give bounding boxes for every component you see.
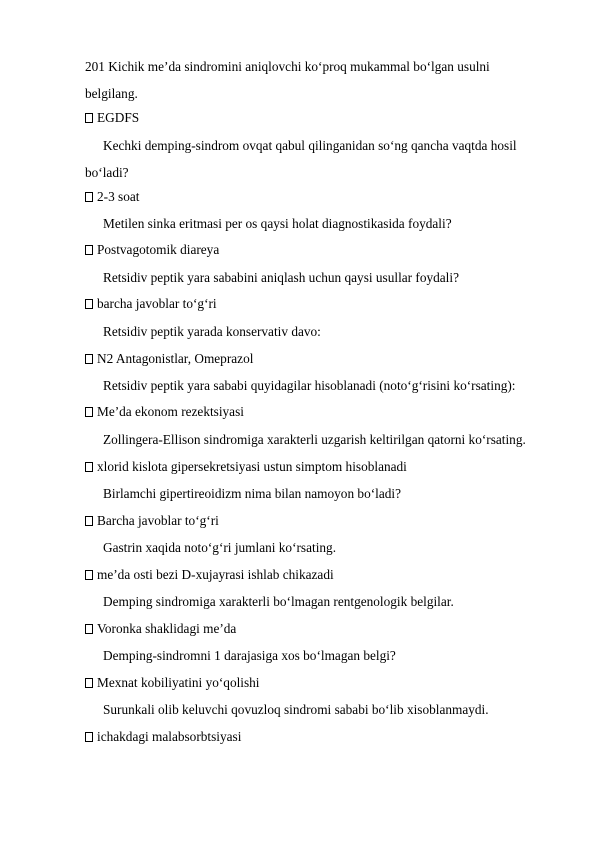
answer-text: Me’da ekonom rezektsiyasi [97, 404, 244, 419]
answer-5 [85, 345, 535, 372]
question-11: Demping-sindromni 1 darajasiga xos bo‘lmagan belgi? [103, 648, 396, 663]
answer-6 [85, 398, 535, 425]
checkbox-icon [85, 245, 93, 255]
question-4: Retsidiv peptik yara sababini aniqlash uchun qaysi usullar foydali? [103, 270, 459, 285]
answer-text: Postvagotomik diareya [97, 242, 220, 257]
checkbox-icon [85, 113, 93, 123]
answer-text: Voronka shaklidagi me’da [97, 621, 237, 636]
question-7: Zollingera-Ellison sindromiga xarakterli uzgarish keltirilgan qatorni ko‘rsating. [103, 432, 526, 447]
answer-text: barcha javoblar to‘g‘ri [97, 296, 217, 311]
checkbox-icon [85, 299, 93, 309]
answer-text: Mexnat kobiliyatini yo‘qolishi [97, 675, 260, 690]
checkbox-icon [85, 462, 93, 472]
question-8: Birlamchi gipertireoidizm nima bilan namoyon bo‘ladi? [103, 486, 401, 501]
checkbox-icon [85, 192, 93, 202]
checkbox-icon [85, 516, 93, 526]
answer-text: N2 Antagonistlar, Omeprazol [97, 351, 254, 366]
answer-text: 2-3 soat [97, 189, 140, 204]
answer-7 [85, 453, 535, 480]
answer-8 [85, 507, 535, 534]
answer-12 [85, 723, 535, 750]
checkbox-icon [85, 407, 93, 417]
question-10: Demping sindromiga xarakterli bo‘lmagan rentgenologik belgilar. [103, 594, 454, 609]
answer-4 [85, 290, 535, 317]
answer-text: xlorid kislota gipersekretsiyasi ustun simptom hisoblanadi [97, 459, 407, 474]
answer-text: EGDFS [97, 110, 140, 125]
answer-text: Barcha javoblar to‘g‘ri [97, 513, 219, 528]
question-1 [85, 53, 535, 107]
question-5: Retsidiv peptik yarada konservativ davo: [103, 324, 321, 339]
answer-10 [85, 615, 535, 642]
checkbox-icon [85, 624, 93, 634]
checkbox-icon [85, 570, 93, 580]
question-text: Kechki demping-sindrom ovqat qabul qilinganidan so‘ng qancha vaqtda hosil [103, 138, 517, 153]
answer-2 [85, 183, 535, 210]
question-3: Metilen sinka eritmasi per os qaysi holat diagnostikasida foydali? [103, 216, 452, 231]
answer-1 [85, 104, 535, 131]
checkbox-icon [85, 678, 93, 688]
question-12: Surunkali olib keluvchi qovuzloq sindromi sababi bo‘lib xisoblanmaydi. [103, 702, 489, 717]
question-text-cont: bo‘ladi? [85, 165, 129, 180]
question-9: Gastrin xaqida noto‘g‘ri jumlani ko‘rsating. [103, 540, 337, 555]
answer-text: ichakdagi malabsorbtsiyasi [97, 729, 242, 744]
answer-3 [85, 236, 535, 263]
answer-11 [85, 669, 535, 696]
answer-9 [85, 561, 535, 588]
question-6: Retsidiv peptik yara sababi quyidagilar hisoblanadi (noto‘g‘risini ko‘rsating): [103, 378, 516, 393]
checkbox-icon [85, 354, 93, 364]
question-text: 201 Kichik me’da sindromini aniqlovchi ko‘proq mukammal bo‘lgan usulni [85, 59, 490, 74]
checkbox-icon [85, 732, 93, 742]
question-2 [85, 132, 535, 186]
question-text-cont: belgilang. [85, 86, 138, 101]
answer-text: me’da osti bezi D-xujayrasi ishlab chikazadi [97, 567, 334, 582]
